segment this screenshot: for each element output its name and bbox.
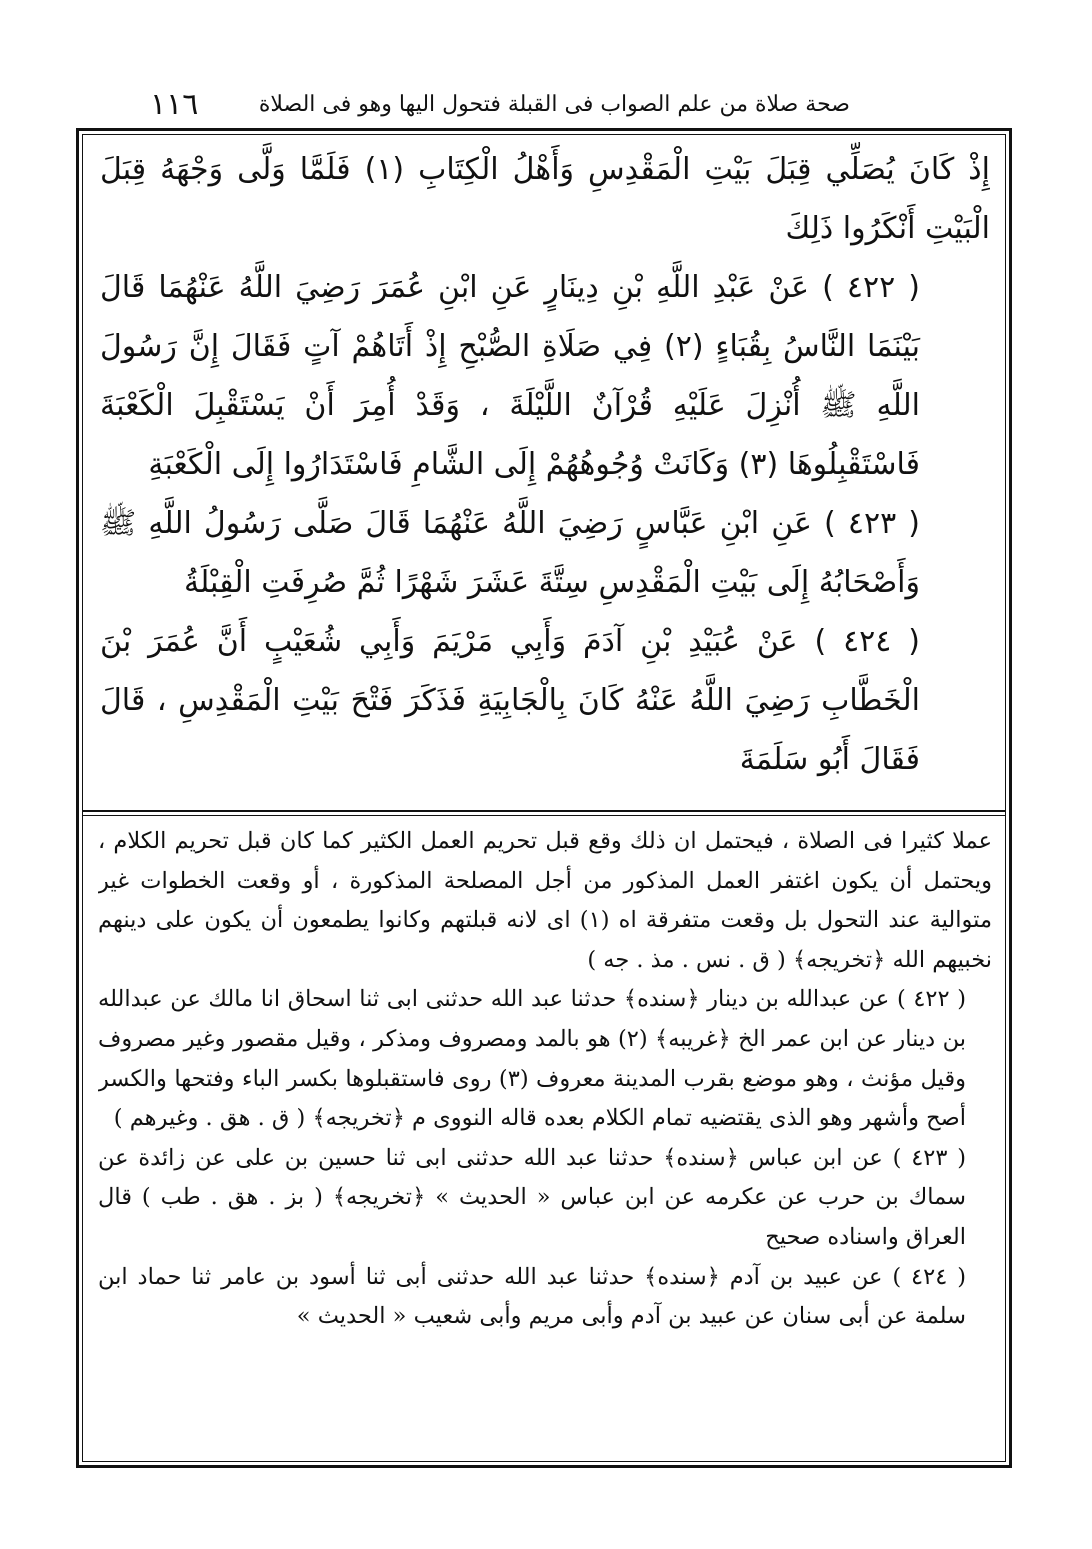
note-423: ( ٤٢٣ ) عن ابن عباس ﴿سنده﴾ حدثنا عبد الله حدثنى ابى ثنا حسين بن على عن زائدة عن سماك بن حرب عن عكرمه عن ابن عباس « الحديث » ﴿تخريجه﴾ ( بز . هق . طب ) قال العراق واسناده صحيح bbox=[98, 1144, 967, 1250]
footnote-divider-thin bbox=[82, 815, 1006, 816]
note-422: ( ٤٢٢ ) عن عبدالله بن دينار ﴿سنده﴾ حدثنا عبد الله حدثنى ابى ثنا اسحاق انا مالك عن عبدالله بن دينار عن ابن عمر الخ ﴿غريبه﴾ (٢) هو بالمد ومصروف ومذكر ، وقيل مقصور وغير مصروف وقيل مؤنث ، وهو موضع بقرب المدينة معروف (٣) روى فاستقبلوها بكسر الباء وفتحها والكسر أصح وأشهر وهو الذى يقتضيه تمام الكلام بعده قاله النووى م ﴿تخريجه﴾ ( ق . هق . وغيرهم ) bbox=[98, 986, 966, 1132]
footnote-divider bbox=[82, 810, 1006, 812]
hadith-424: ( ٤٢٤ ) عَنْ عُبَيْدِ بْنِ آدَمَ وَأَبِي مَرْيَمَ وَأَبِي شُعَيْبٍ أَنَّ عُمَرَ بْنَ الْخَطَّابِ رَضِيَ اللَّهُ عَنْهُ كَانَ بِالْجَابِيَةِ فَذَكَرَ فَتْحَ بَيْتِ الْمَقْدِسِ ، قَالَ فَقَالَ أَبُو سَلَمَةَ bbox=[100, 624, 920, 777]
note-424: ( ٤٢٤ ) عن عبيد بن آدم ﴿سنده﴾ حدثنا عبد الله حدثنى أبى ثنا أسود بن عامر ثنا حماد ابن سلمة عن أبى سنان عن عبيد بن آدم وأبى مريم وأبى شعيب « الحديث » bbox=[98, 1263, 966, 1330]
hadith-422: ( ٤٢٢ ) عَنْ عَبْدِ اللَّهِ بْنِ دِينَارٍ عَنِ ابْنِ عُمَرَ رَضِيَ اللَّهُ عَنْهُمَا قَالَ بَيْنَمَا النَّاسُ بِقُبَاءٍ (٢) فِي صَلَاةِ الصُّبْحِ إِذْ أَتَاهُمْ آتٍ فَقَالَ إِنَّ رَسُولَ اللَّهِ ﷺ أُنْزِلَ عَلَيْهِ قُرْآنٌ اللَّيْلَةَ ، وَقَدْ أُمِرَ أَنْ يَسْتَقْبِلَ الْكَعْبَةَ فَاسْتَقْبِلُوهَا (٣) وَكَانَتْ وُجُوهُهُمْ إِلَى الشَّامِ فَاسْتَدَارُوا إِلَى الْكَعْبَةِ bbox=[100, 270, 920, 482]
hadith-text bbox=[100, 140, 990, 808]
hadith-423: ( ٤٢٣ ) عَنِ ابْنِ عَبَّاسٍ رَضِيَ اللَّهُ عَنْهُمَا قَالَ صَلَّى رَسُولُ اللَّهِ ﷺ وَأَصْحَابُهُ إِلَى بَيْتِ الْمَقْدِسِ سِتَّةَ عَشَرَ شَهْرًا ثُمَّ صُرِفَتِ الْقِبْلَةُ bbox=[100, 506, 920, 600]
commentary-notes bbox=[98, 822, 992, 1458]
page-number: ١١٦ bbox=[150, 86, 199, 122]
running-title: صحة صلاة من علم الصواب فى القبلة فتحول اليها وهو فى الصلاة bbox=[258, 91, 850, 117]
page-header bbox=[150, 84, 850, 124]
note-continuation: عملا كثيرا فى الصلاة ، فيحتمل ان ذلك وقع قبل تحريم العمل الكثير كما كان قبل تحريم الكلام ، ويحتمل أن يكون اغتفر العمل المذكور من أجل المصلحة المذكورة ، أو وقعت الخطوات غير متوالية عند التحول بل وقعت متفرقة اه (١) اى لانه قبلتهم وكانوا يطمعون أن يكون على دينهم نخبيهم الله ﴿تخريجه﴾ ( ق . نس . مذ . جه ) bbox=[98, 828, 992, 973]
hadith-continuation: إِذْ كَانَ يُصَلِّي قِبَلَ بَيْتِ الْمَقْدِسِ وَأَهْلُ الْكِتَابِ (١) فَلَمَّا وَلَّى وَجْهَهُ قِبَلَ الْبَيْتِ أَنْكَرُوا ذَلِكَ bbox=[100, 152, 990, 246]
